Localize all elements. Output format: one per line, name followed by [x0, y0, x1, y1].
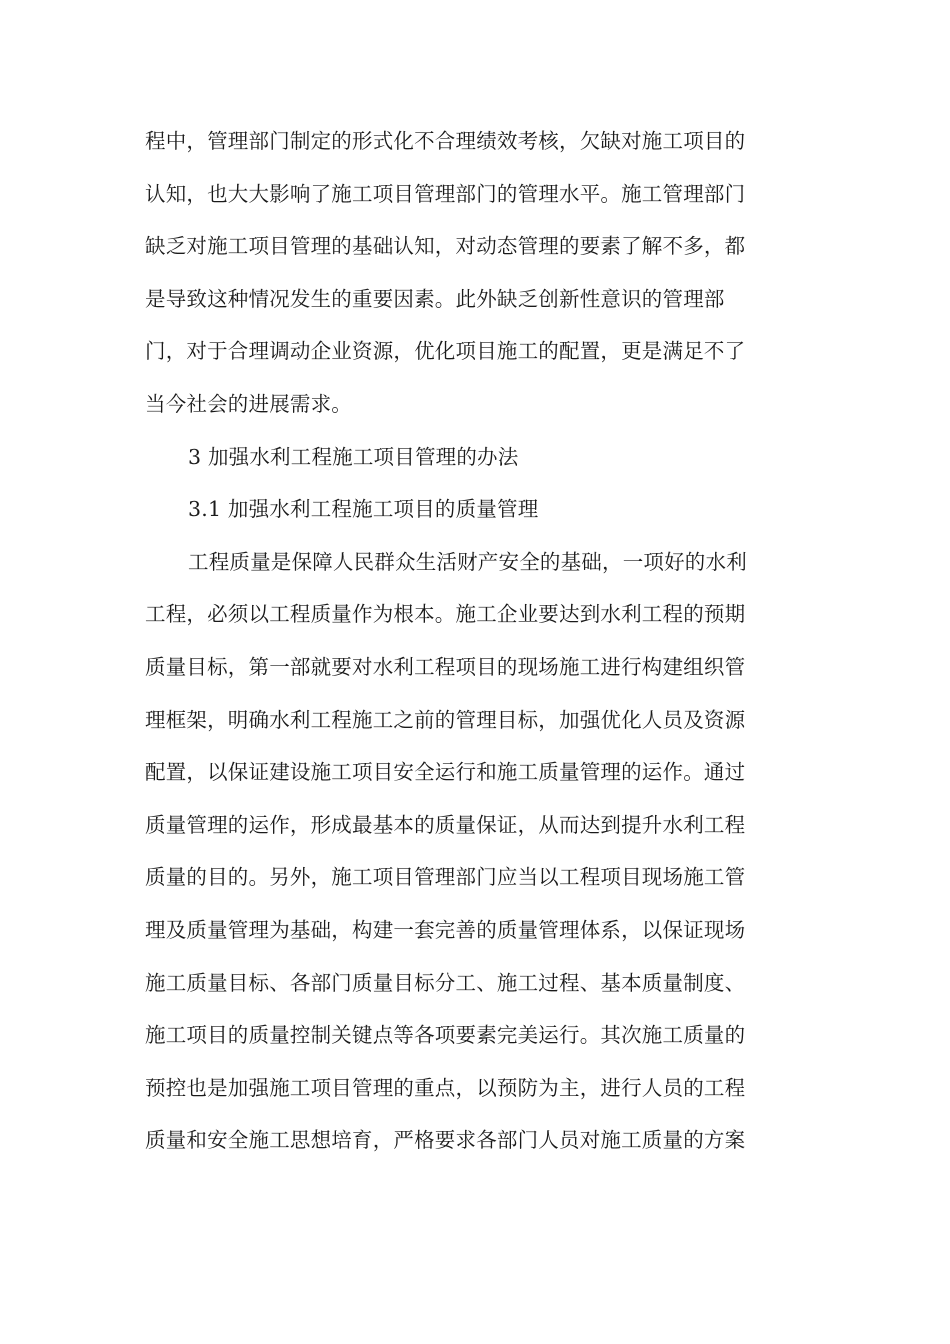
text-line: 工程质量是保障人民群众生活财产安全的基础，一项好的水利 — [188, 549, 747, 574]
text-line: 工程，必须以工程质量作为根本。施工企业要达到水利工程的预期 — [145, 602, 746, 627]
text-line: 质量和安全施工思想培育，严格要求各部门人员对施工质量的方案 — [145, 1128, 746, 1153]
text-line: 配置，以保证建设施工项目安全运行和施工质量管理的运作。通过 — [145, 760, 746, 785]
text-line: 当今社会的进展需求。 — [145, 391, 352, 416]
text-line: 程中，管理部门制定的形式化不合理绩效考核，欠缺对施工项目的 — [145, 129, 746, 153]
text-line: 3 加强水利工程施工项目管理的办法 — [188, 444, 519, 469]
text-line: 质量管理的运作，形成最基本的质量保证，从而达到提升水利工程 — [145, 812, 746, 837]
text-line: 3.1 加强水利工程施工项目的质量管理 — [188, 497, 539, 522]
text-line: 缺乏对施工项目管理的基础认知，对动态管理的要素了解不多，都 — [145, 234, 746, 259]
body-text — [145, 115, 825, 1167]
text-line: 质量的目的。另外，施工项目管理部门应当以工程项目现场施工管 — [145, 865, 746, 890]
text-line: 施工质量目标、各部门质量目标分工、施工过程、基本质量制度、 — [145, 970, 746, 995]
text-line: 是导致这种情况发生的重要因素。此外缺乏创新性意识的管理部 — [145, 286, 725, 311]
text-line: 理框架，明确水利工程施工之前的管理目标，加强优化人员及资源 — [145, 707, 746, 732]
text-line: 预控也是加强施工项目管理的重点，以预防为主，进行人员的工程 — [145, 1075, 746, 1100]
text-line: 门，对于合理调动企业资源，优化项目施工的配置，更是满足不了 — [145, 339, 746, 364]
text-line: 理及质量管理为基础，构建一套完善的质量管理体系，以保证现场 — [145, 917, 746, 942]
text-line: 认知，也大大影响了施工项目管理部门的管理水平。施工管理部门 — [145, 181, 746, 206]
text-line: 质量目标，第一部就要对水利工程项目的现场施工进行构建组织管 — [145, 654, 746, 679]
text-line: 施工项目的质量控制关键点等各项要素完美运行。其次施工质量的 — [145, 1023, 746, 1048]
